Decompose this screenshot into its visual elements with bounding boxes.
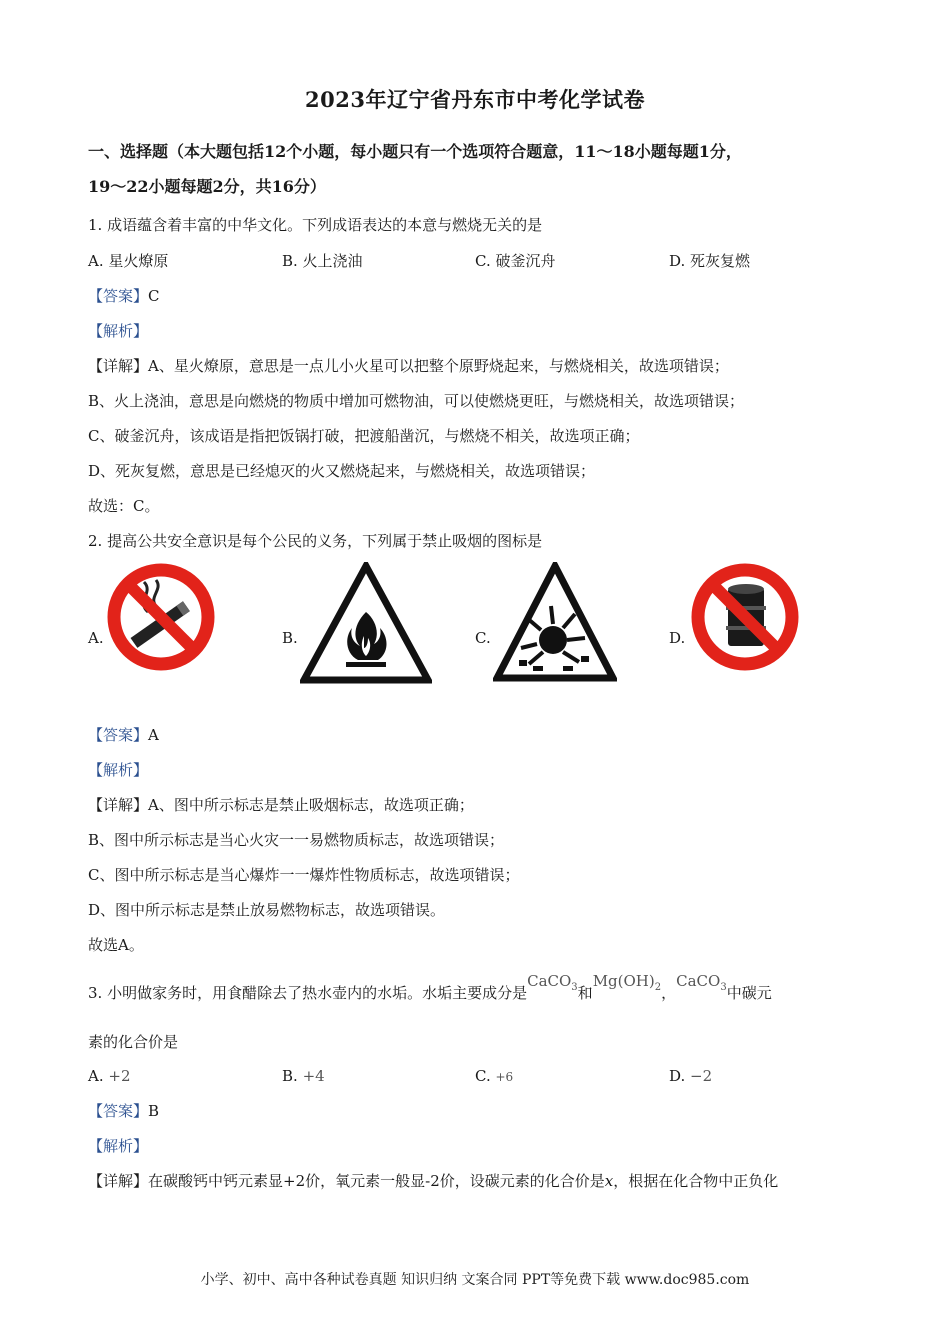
analysis-tag: 【解析】 <box>88 322 149 340</box>
detail-text: A、图中所示标志是禁止吸烟标志，故选项正确； <box>148 796 474 814</box>
q3-stem-line1 <box>88 972 772 1010</box>
q3-stem-line2: 素的化合价是 <box>88 1033 179 1051</box>
q2-conclusion: 故选A。 <box>88 936 144 954</box>
detail-text: 在碳酸钙中钙元素显+2价，氧元素一般显-2价，设碳元素的化合价是 <box>148 1172 605 1190</box>
detail-tag: 【详解】 <box>88 1172 149 1190</box>
q1-detail-line: B、火上浇油，意思是向燃烧的物质中增加可燃物油，可以使燃烧更旺，与燃烧相关，故选项错误； <box>88 392 745 410</box>
no-flammable-storage-icon <box>690 562 800 672</box>
comma: ， <box>661 984 677 1002</box>
q3-answer <box>88 1101 159 1121</box>
answer-tag: 【答案】 <box>88 726 149 744</box>
q3-detail-line <box>88 1171 778 1191</box>
q2-analysis <box>88 760 148 780</box>
answer-value: A <box>148 726 159 744</box>
explosive-warning-icon <box>493 562 617 682</box>
q1-detail-line: C、破釜沉舟，该成语是指把饭锅打破，把渡船凿沉，与燃烧不相关，故选项正确； <box>88 427 640 445</box>
q3-option-c: C. +6 <box>475 1067 514 1085</box>
q3-analysis <box>88 1136 148 1156</box>
q2-answer <box>88 725 159 745</box>
conjunction: 和 <box>577 984 593 1002</box>
section-heading-line1: 一、选择题（本大题包括12个小题，每小题只有一个选项符合题意，11～18小题每题1分， <box>88 142 742 161</box>
answer-tag: 【答案】 <box>88 1102 149 1120</box>
q2-option-d-label: D. <box>669 629 686 647</box>
q2-option-b-label: B. <box>282 629 298 647</box>
q1-detail-line <box>88 356 729 376</box>
detail-text: A、星火燎原，意思是一点儿小火星可以把整个原野烧起来，与燃烧相关，故选项错误； <box>148 357 729 375</box>
flammable-warning-icon <box>300 562 432 684</box>
q1-analysis <box>88 321 148 341</box>
formula-mgoh2: $Mg(OH)_2$ <box>592 972 662 993</box>
answer-value: C <box>148 287 160 305</box>
q3-option-d: D. −2 <box>669 1067 713 1085</box>
q3-stem-text: 中碳元 <box>726 984 772 1002</box>
q2-detail-line: D、图中所示标志是禁止放易燃物标志，故选项错误。 <box>88 901 446 919</box>
q3-option-b: B. +4 <box>282 1067 325 1085</box>
formula-caco3: CaCO$_3$ <box>676 972 727 993</box>
q2-detail-line <box>88 795 474 815</box>
variable-x: x <box>604 1172 614 1190</box>
q1-stem: 1. 成语蕴含着丰富的中华文化。下列成语表达的本意与燃烧无关的是 <box>88 216 543 234</box>
q2-stem: 2. 提高公共安全意识是每个公民的义务，下列属于禁止吸烟的图标是 <box>88 532 543 550</box>
q2-detail-line: C、图中所示标志是当心爆炸一一爆炸性物质标志，故选项错误； <box>88 866 520 884</box>
q1-detail-line: D、死灰复燃，意思是已经熄灭的火又燃烧起来，与燃烧相关，故选项错误； <box>88 462 596 480</box>
q3-stem-text: 3. 小明做家务时，用食醋除去了热水壶内的水垢。水垢主要成分是 <box>88 984 528 1002</box>
q1-option-c: C. 破釜沉舟 <box>475 252 556 270</box>
q2-detail-line: B、图中所示标志是当心火灾一一易燃物质标志，故选项错误； <box>88 831 505 849</box>
answer-tag: 【答案】 <box>88 287 149 305</box>
analysis-tag: 【解析】 <box>88 761 149 779</box>
detail-text: ，根据在化合物中正负化 <box>613 1172 779 1190</box>
q1-option-b: B. 火上浇油 <box>282 252 363 270</box>
q1-option-d: D. 死灰复燃 <box>669 252 751 270</box>
page-footer: 小学、初中、高中各种试卷真题 知识归纳 文案合同 PPT等免费下载 www.doc985.com <box>200 1272 750 1288</box>
detail-tag: 【详解】 <box>88 357 149 375</box>
page-title: 2023年辽宁省丹东市中考化学试卷 <box>305 87 645 112</box>
no-smoking-icon <box>106 562 216 672</box>
section-heading-line2: 19～22小题每题2分，共16分） <box>88 177 326 196</box>
q2-option-c-label: C. <box>475 629 491 647</box>
q1-option-a: A. 星火燎原 <box>88 252 169 270</box>
formula-caco3: CaCO$_3$ <box>527 972 578 993</box>
q1-conclusion: 故选：C。 <box>88 497 160 515</box>
analysis-tag: 【解析】 <box>88 1137 149 1155</box>
q2-option-a-label: A. <box>88 629 104 647</box>
detail-tag: 【详解】 <box>88 796 149 814</box>
q1-answer <box>88 286 160 306</box>
q3-option-a: A. +2 <box>88 1067 131 1085</box>
answer-value: B <box>148 1102 160 1120</box>
